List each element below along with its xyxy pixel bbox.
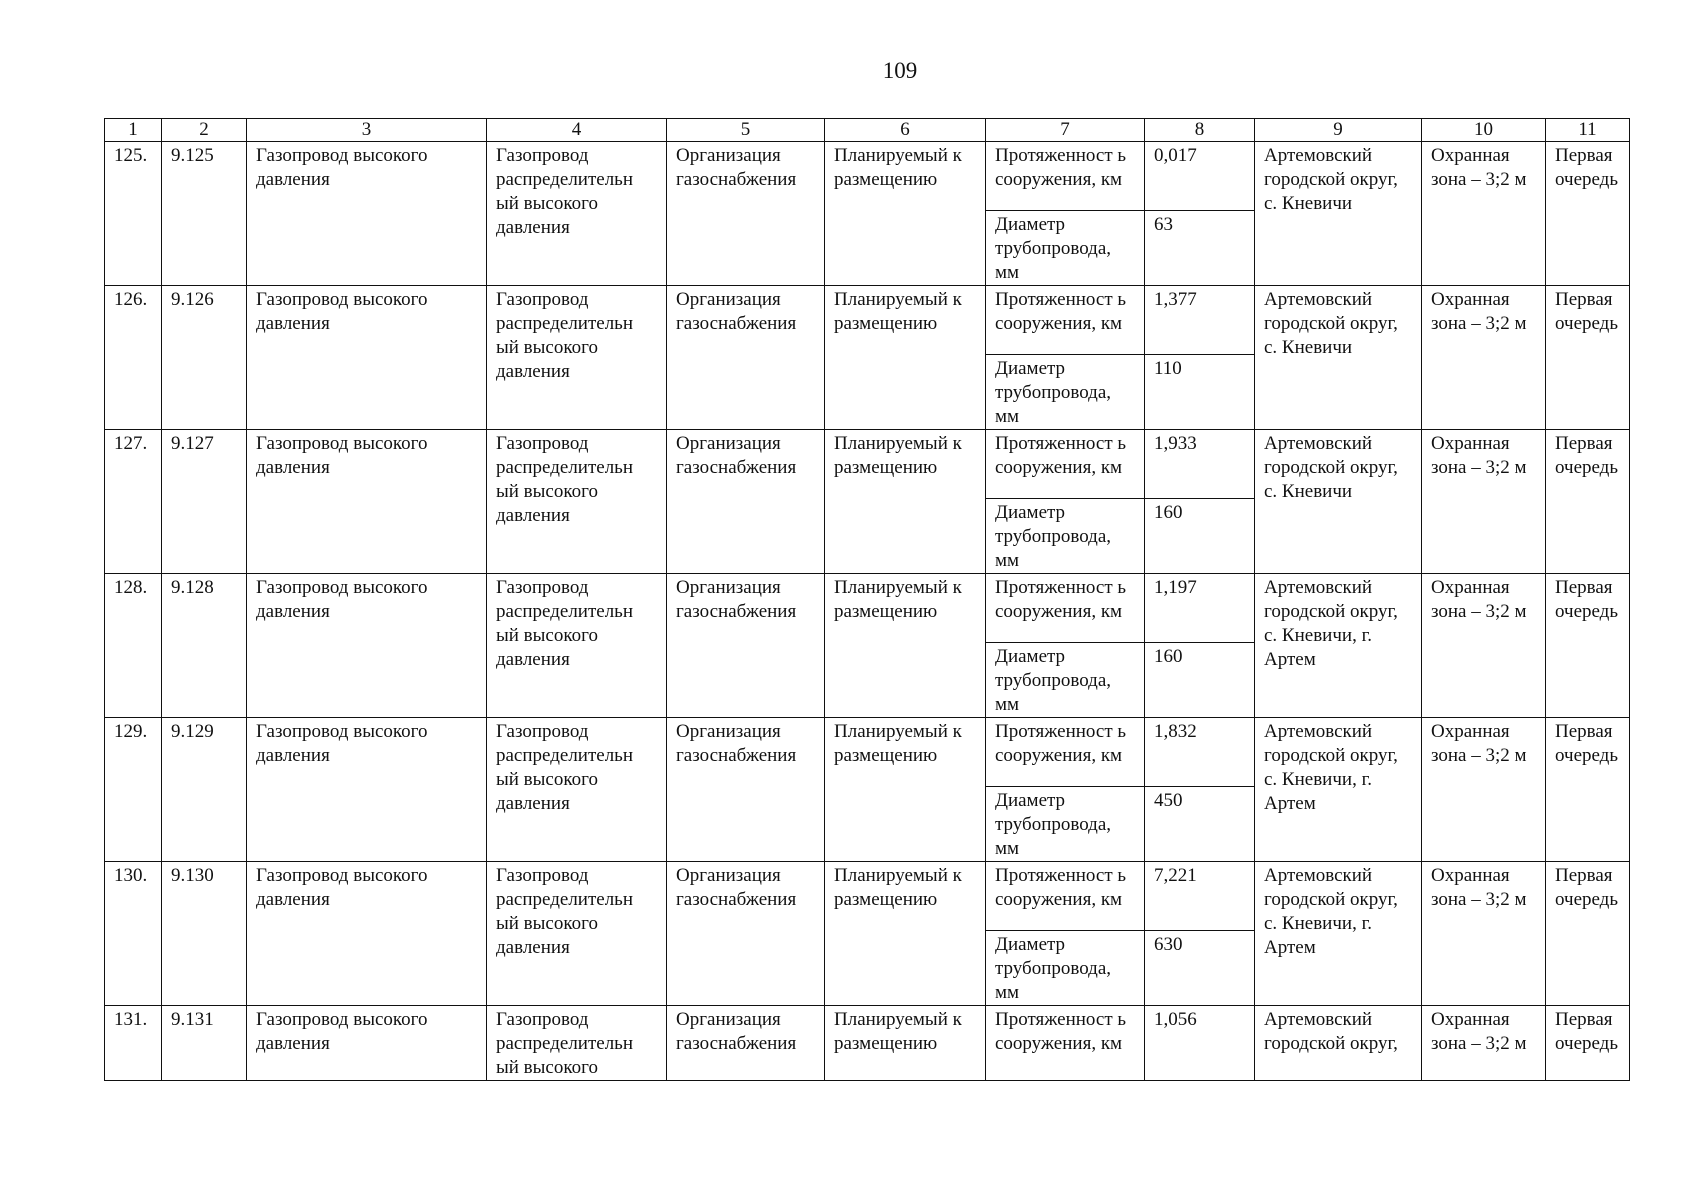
object-code: 9.126 <box>162 286 247 430</box>
responsible-organization: Организация газоснабжения <box>667 862 825 1006</box>
implementation-stage: Первая очередь <box>1546 1006 1630 1081</box>
parameter-length-label: Протяженност ь сооружения, км <box>986 430 1145 499</box>
object-purpose: Газопровод распределительн ый высокого давления <box>487 574 667 718</box>
object-code: 9.127 <box>162 430 247 574</box>
object-location: Артемовский городской округ, с. Кневичи <box>1255 286 1422 430</box>
registry-body <box>105 142 1630 1081</box>
row-number: 129. <box>105 718 162 862</box>
object-name: Газопровод высокого давления <box>247 430 487 574</box>
parameter-length-value: 1,832 <box>1145 718 1255 787</box>
object-location: Артемовский городской округ, с. Кневичи, г. Артем <box>1255 718 1422 862</box>
parameter-length-value: 7,221 <box>1145 862 1255 931</box>
object-code: 9.125 <box>162 142 247 286</box>
parameter-diameter-label: Диаметр трубопровода, мм <box>986 931 1145 1006</box>
row-number: 131. <box>105 1006 162 1081</box>
implementation-stage: Первая очередь <box>1546 286 1630 430</box>
parameter-length-label: Протяженност ь сооружения, км <box>986 718 1145 787</box>
parameter-length-value: 1,933 <box>1145 430 1255 499</box>
column-header: 11 <box>1546 119 1630 142</box>
responsible-organization: Организация газоснабжения <box>667 286 825 430</box>
table-row <box>105 142 1630 211</box>
object-location: Артемовский городской округ, <box>1255 1006 1422 1081</box>
parameter-diameter-label: Диаметр трубопровода, мм <box>986 499 1145 574</box>
parameter-length-value: 1,377 <box>1145 286 1255 355</box>
protection-zone: Охранная зона – 3;2 м <box>1422 142 1546 286</box>
column-header: 2 <box>162 119 247 142</box>
protection-zone: Охранная зона – 3;2 м <box>1422 862 1546 1006</box>
row-number: 127. <box>105 430 162 574</box>
table-row <box>105 574 1630 643</box>
parameter-length-label: Протяженност ь сооружения, км <box>986 286 1145 355</box>
object-purpose: Газопровод распределительн ый высокого давления <box>487 862 667 1006</box>
protection-zone: Охранная зона – 3;2 м <box>1422 718 1546 862</box>
parameter-length-label: Протяженност ь сооружения, км <box>986 574 1145 643</box>
object-name: Газопровод высокого давления <box>247 862 487 1006</box>
table-row <box>105 862 1630 931</box>
parameter-length-label: Протяженност ь сооружения, км <box>986 142 1145 211</box>
object-status: Планируемый к размещению <box>825 1006 986 1081</box>
parameter-diameter-label: Диаметр трубопровода, мм <box>986 211 1145 286</box>
column-header: 8 <box>1145 119 1255 142</box>
page-number: 109 <box>882 58 918 83</box>
object-purpose: Газопровод распределительн ый высокого давления <box>487 430 667 574</box>
parameter-diameter-value: 160 <box>1145 643 1255 718</box>
parameter-diameter-value: 110 <box>1145 355 1255 430</box>
responsible-organization: Организация газоснабжения <box>667 142 825 286</box>
column-header: 1 <box>105 119 162 142</box>
gas-pipeline-registry-table <box>104 118 1630 1081</box>
object-location: Артемовский городской округ, с. Кневичи, г. Артем <box>1255 862 1422 1006</box>
parameter-length-value: 0,017 <box>1145 142 1255 211</box>
table-row <box>105 430 1630 499</box>
table-row-partial <box>105 1006 1630 1081</box>
row-number: 130. <box>105 862 162 1006</box>
object-code: 9.131 <box>162 1006 247 1081</box>
implementation-stage: Первая очередь <box>1546 862 1630 1006</box>
column-header: 5 <box>667 119 825 142</box>
object-name: Газопровод высокого давления <box>247 286 487 430</box>
object-purpose: Газопровод распределительн ый высокого давления <box>487 718 667 862</box>
implementation-stage: Первая очередь <box>1546 574 1630 718</box>
implementation-stage: Первая очередь <box>1546 430 1630 574</box>
implementation-stage: Первая очередь <box>1546 142 1630 286</box>
protection-zone: Охранная зона – 3;2 м <box>1422 1006 1546 1081</box>
object-name: Газопровод высокого давления <box>247 142 487 286</box>
object-status: Планируемый к размещению <box>825 862 986 1006</box>
table-row <box>105 286 1630 355</box>
object-status: Планируемый к размещению <box>825 574 986 718</box>
responsible-organization: Организация газоснабжения <box>667 430 825 574</box>
header-row <box>105 119 1630 142</box>
parameter-length-value: 1,197 <box>1145 574 1255 643</box>
parameter-diameter-label: Диаметр трубопровода, мм <box>986 787 1145 862</box>
table-row <box>105 718 1630 787</box>
object-location: Артемовский городской округ, с. Кневичи, г. Артем <box>1255 574 1422 718</box>
object-status: Планируемый к размещению <box>825 286 986 430</box>
row-number: 125. <box>105 142 162 286</box>
parameter-diameter-label: Диаметр трубопровода, мм <box>986 643 1145 718</box>
object-code: 9.128 <box>162 574 247 718</box>
object-location: Артемовский городской округ, с. Кневичи <box>1255 142 1422 286</box>
column-header: 3 <box>247 119 487 142</box>
object-name: Газопровод высокого давления <box>247 1006 487 1081</box>
column-header: 7 <box>986 119 1145 142</box>
implementation-stage: Первая очередь <box>1546 718 1630 862</box>
protection-zone: Охранная зона – 3;2 м <box>1422 574 1546 718</box>
object-purpose: Газопровод распределительн ый высокого давления <box>487 142 667 286</box>
parameter-diameter-value: 160 <box>1145 499 1255 574</box>
object-status: Планируемый к размещению <box>825 718 986 862</box>
parameter-length-value: 1,056 <box>1145 1006 1255 1081</box>
parameter-diameter-value: 630 <box>1145 931 1255 1006</box>
parameter-length-label: Протяженност ь сооружения, км <box>986 862 1145 931</box>
parameter-length-label: Протяженност ь сооружения, км <box>986 1006 1145 1081</box>
column-header: 10 <box>1422 119 1546 142</box>
column-header: 9 <box>1255 119 1422 142</box>
responsible-organization: Организация газоснабжения <box>667 718 825 862</box>
protection-zone: Охранная зона – 3;2 м <box>1422 430 1546 574</box>
responsible-organization: Организация газоснабжения <box>667 574 825 718</box>
parameter-diameter-label: Диаметр трубопровода, мм <box>986 355 1145 430</box>
object-code: 9.129 <box>162 718 247 862</box>
row-number: 128. <box>105 574 162 718</box>
column-header: 4 <box>487 119 667 142</box>
object-purpose: Газопровод распределительн ый высокого давления <box>487 286 667 430</box>
object-status: Планируемый к размещению <box>825 430 986 574</box>
object-status: Планируемый к размещению <box>825 142 986 286</box>
row-number: 126. <box>105 286 162 430</box>
responsible-organization: Организация газоснабжения <box>667 1006 825 1081</box>
parameter-diameter-value: 63 <box>1145 211 1255 286</box>
object-name: Газопровод высокого давления <box>247 718 487 862</box>
parameter-diameter-value: 450 <box>1145 787 1255 862</box>
object-code: 9.130 <box>162 862 247 1006</box>
column-header: 6 <box>825 119 986 142</box>
object-purpose: Газопровод распределительн ый высокого <box>487 1006 667 1081</box>
object-location: Артемовский городской округ, с. Кневичи <box>1255 430 1422 574</box>
object-name: Газопровод высокого давления <box>247 574 487 718</box>
protection-zone: Охранная зона – 3;2 м <box>1422 286 1546 430</box>
